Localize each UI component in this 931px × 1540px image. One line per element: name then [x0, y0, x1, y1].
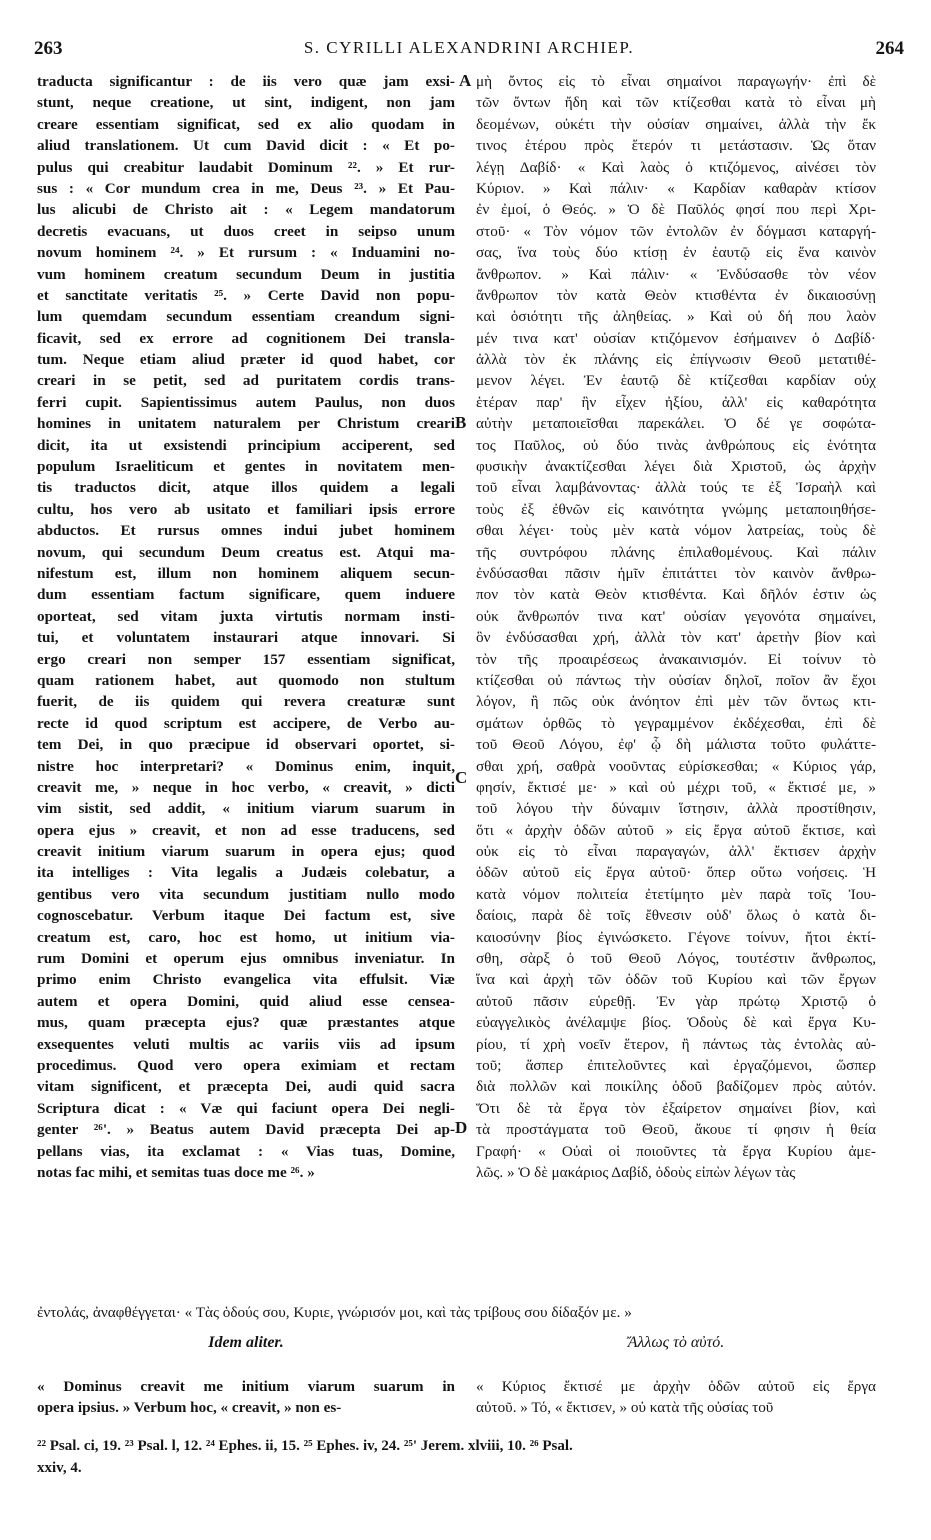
- latin-text-line: dum essentiam factum significare, quem induere: [37, 586, 455, 604]
- greek-text-line: μὴ ὄντος εἰς τὸ εἶναι σημαίνοι παραγωγήν· ἐπὶ δὲ: [476, 73, 876, 90]
- page-header: [34, 38, 904, 64]
- latin-text-line: pulus qui creabitur laudabit Dominum ²². » Et rur-: [37, 158, 455, 176]
- latin-text-line: novum hominem ²⁴. » Et rursum : « Induamini no-: [37, 244, 455, 262]
- latin-text-line: dicit, ita ut exsistendi principium acciperent, sed: [37, 436, 455, 454]
- latin-text-line: fuerit, de iis quidem qui revera creaturæ sunt: [37, 693, 455, 711]
- greek-text-line: τὰ προστάγματα τοῦ Θεοῦ, ἄκουε τί φησιν ἡ θεία: [476, 1121, 876, 1139]
- greek-text-line: στοῦ· « Τὸν νόμον τῶν ἐντολῶν ἐν δόγμασι καταργή-: [476, 222, 876, 240]
- latin-text-line: nifestum est, illum non hominem aliquem secun-: [37, 564, 455, 582]
- greek-text-line: λόγον, ἢ πῶς οὐκ ἀνόητον ἐπὶ μὲν τῶν ὄντως κτι-: [476, 693, 876, 711]
- latin-text-line: tui, et voluntatem instaurari atque innovari. Si: [37, 629, 455, 647]
- latin-column: [37, 71, 455, 1183]
- latin-text-line: vitam significent, et præcepta Dei, audi quid sacra: [37, 1078, 455, 1096]
- greek-text-line: ἄνθρωπον τὸν κατὰ Θεὸν κτισθέντα ἐν δικαιοσύνῃ: [476, 286, 876, 304]
- latin-text-line: novum, qui secundum Deum creatus est. Atqui ma-: [37, 543, 455, 561]
- greek-text-line: λέγῃ Δαβίδ· « Καὶ λαὸς ὁ κτιζόμενος, αἰνέσει τὸν: [476, 158, 876, 176]
- greek-text-line: ἑτέραν παρ' ἣν εἶχεν ἠξίου, ἀλλ' εἰς καθαρότητα: [476, 393, 876, 411]
- latin-text-line: ita intelliges : Vita legalis a Judæis colebatur, a: [37, 864, 455, 882]
- latin-text-line: tem Dei, in quo præcipue id observari oportet, si-: [37, 736, 455, 754]
- latin-text-line: exsequentes veluti multis ac variis viis ad ipsum: [37, 1035, 455, 1053]
- greek-column: [476, 71, 876, 1183]
- greek-text-line: σθαι λέγει· τοὺς μὲν κατὰ νόμον λατρείας, τοὺς δὲ: [476, 522, 876, 540]
- greek-text-line: μέν τινα κατ' οὐσίαν κτιζόμενον ἐσήμαινεν ὁ Δαβίδ·: [476, 329, 876, 347]
- latin-text-line: decretis evacuans, ut duos creet in seipso unum: [37, 222, 455, 240]
- greek-text-line: ἐν ἐμοί, ὁ Θεός. » Ὁ δὲ Παῦλός φησί που περὶ Χρι-: [476, 201, 876, 219]
- latin-text-line: nistre hoc interpretari? « Dominus enim, inquit,: [37, 757, 455, 775]
- greek-text-line: δεομένων, οὐκέτι τὴν οὐσίαν σημαίνει, ἀλλὰ τὴν ἔκ: [476, 115, 876, 133]
- greek-text-line: τὸν τῆς προαιρέσεως ἀνακαινισμόν. Εἰ τοίνυν τὸ: [476, 650, 876, 668]
- latin-text-line: aliud translationem. Ut cum David dicit : « Et po-: [37, 137, 455, 155]
- greek-text-line: αὐτοῦ. » Τό, « ἔκτισεν, » οὐ κατὰ τῆς οὐσίας τοῦ: [476, 1399, 774, 1417]
- greek-text-line: φησίν, ἔκτισέ με· » καὶ οὐ μέχρι τοῦ, « ἔκτισέ με, »: [476, 778, 876, 796]
- greek-text-line: εὐαγγελικὸς ἀνέλαμψε βίος. Ὁδοὺς δὲ καὶ ἔργα Κυ-: [476, 1014, 876, 1032]
- latin-text-line: primo enim Christo evangelica vita effulsit. Viæ: [37, 971, 455, 989]
- greek-text-line: ἀλλὰ τὸν ἐκ πλάνης εἰς ἐπίγνωσιν Θεοῦ μετατιθέ-: [476, 351, 876, 369]
- greek-text-line: σας, ἵνα τοὺς δύο κτίσῃ ἐν ἑαυτῷ εἰς ἕνα καινὸν: [476, 244, 876, 262]
- greek-text-line: μενον λέγει. Ἐν ἑαυτῷ δὲ κτίζεσθαι καρδίαν οὐχ: [476, 372, 876, 390]
- latin-continuation: [37, 1376, 455, 1419]
- latin-text-line: creare essentiam significat, sed ex alio quodam in: [37, 115, 455, 133]
- greek-text-line: ὃν ἐνδύσασθαι χρή, ἀλλὰ τὸν κατ' ἀρετὴν βίον καὶ: [476, 629, 876, 647]
- greek-text-line: καὶ ὁσιότητι τῆς ἀληθείας. » Καὶ οὐ δή που λαὸν: [476, 308, 876, 326]
- latin-text-line: cognoscebatur. Verbum itaque Dei factum est, sive: [37, 907, 455, 925]
- greek-text-line: σμάτων ὀρθῶς τὸ γεγραμμένον ἐκδέχεσθαι, ἐπὶ δὲ: [476, 714, 876, 732]
- greek-text-line: φυσικὴν ἀνακτίζεσθαι λέγει διὰ Χριστοῦ, ὡς ἀρχὴν: [476, 458, 876, 476]
- greek-text-line: ρίου, τί χρὴ νοεῖν ἕτερον, ἢ πάντως τὰς ἐντολὰς αὐ-: [476, 1035, 876, 1053]
- latin-text-line: creatum est, caro, hoc est homo, ut initium via-: [37, 928, 455, 946]
- footnotes-line-2: xxiv, 4.: [37, 1460, 82, 1476]
- latin-text-line: opera ipsius. » Verbum hoc, « creavit, » non es-: [37, 1399, 342, 1417]
- greek-text-line: τοῦ; ἅσπερ ἐπιτελοῦντες καὶ ἐργαζόμενοι, ὥσπερ: [476, 1056, 876, 1074]
- latin-text-line: rum Domini et operum ejus omnibus inveniatur. In: [37, 950, 455, 968]
- greek-text-line: Κύριον. » Καὶ πάλιν· « Καρδίαν καθαρὰν κτίσον: [476, 179, 876, 197]
- latin-text-line: « Dominus creavit me initium viarum suarum in: [37, 1378, 455, 1395]
- margin-letter-d: D: [455, 1118, 468, 1137]
- greek-text-line: τῆς συντρόφου πλάνης ἐπιλαθομένους. Καὶ πάλιν: [476, 543, 876, 561]
- page-number-right: 264: [875, 38, 904, 59]
- latin-text-line: abductos. Et rursus omnes indui jubet hominem: [37, 522, 455, 540]
- greek-text-line: ἄνθρωπον. » Καὶ πάλιν· « Ἐνδύσασθε τὸν νέον: [476, 265, 876, 283]
- running-title: S. CYRILLI ALEXANDRINI ARCHIEP.: [303, 38, 635, 57]
- greek-text-line: κατὰ νόμον πολιτεία ἐτετίμητο μὲν παρὰ τοῖς Ἰου-: [476, 885, 876, 903]
- greek-text-line: αὐτοῦ πᾶσιν εὑρεθῇ. Ἐν γὰρ πρώτῳ Χριστῷ ὁ: [476, 992, 876, 1010]
- latin-text-line: gentibus vero vita secundum justitiam nullo modo: [37, 885, 455, 903]
- greek-text-line: πον τὸν κατὰ Θεὸν κτισθέντα. Καὶ δῆλόν ἐστιν ὡς: [476, 586, 876, 604]
- latin-text-line: mus, quam præcepta ejus? quæ præstantes atque: [37, 1014, 455, 1032]
- greek-text-line: τοῦ λόγου τὴν δύναμιν ἵστησιν, ἀλλὰ προστίθησιν,: [476, 800, 876, 818]
- greek-text-line: « Κύριος ἔκτισέ με ἀρχὴν ὁδῶν αὐτοῦ εἰς ἔργα: [476, 1378, 876, 1395]
- latin-text-line: vum hominem creatum secundum Deum in justitia: [37, 265, 455, 283]
- greek-text-line: σθη, σὰρξ ὁ τοῦ Θεοῦ Λόγος, τουτέστιν ἄνθρωπος,: [476, 950, 876, 968]
- latin-text-line: populum Israeliticum et gentes in novitatem men-: [37, 458, 455, 476]
- latin-text-line: Scriptura dicat : « Væ qui faciunt opera Dei negli-: [37, 1099, 455, 1117]
- latin-text-line: opera ejus » creavit, et non ad esse traducens, sed: [37, 821, 455, 839]
- greek-continuation: [476, 1376, 876, 1419]
- latin-text-line: creari in se petit, sed ad puritatem cordis trans-: [37, 372, 455, 390]
- latin-text-line: ergo creari non semper 157 essentiam significat,: [37, 650, 455, 668]
- spanning-greek-line: ἐντολάς, ἀναφθέγγεται· « Τὰς ὁδούς σου, Κυριε, γνώρισόν μοι, καὶ τὰς τρίβους σου δίδαξόν με. »: [37, 1304, 632, 1321]
- latin-text-line: oporteat, sed vitam juxta virtutis normam insti-: [37, 607, 455, 625]
- latin-text-line: homines in unitatem naturalem per Christum creari: [37, 415, 455, 433]
- latin-text-line: tum. Neque etiam aliud præter id quod habet, cor: [37, 351, 455, 369]
- latin-text-line: ferri cupit. Sapientissimus autem Paulus, non duos: [37, 393, 455, 411]
- latin-text-line: procedimus. Quod vero opera eximiam et rectam: [37, 1056, 455, 1074]
- latin-text-line: lum quemdam secundum essentiam creandum signi-: [37, 308, 455, 326]
- greek-text-line: οὐκ εἰς τὸ εἶναι παραγαγών, ἀλλ' ἔκτισεν ἀρχὴν: [476, 843, 876, 861]
- greek-text-line: ὁδῶν αὐτοῦ εἰς ἔργα αὐτοῦ· ὅπερ οὕτω νοήσεις. Ἡ: [476, 864, 876, 882]
- latin-text-line: vim sistit, sed addit, « initium viarum suarum in: [37, 800, 455, 818]
- latin-text-line: cultu, hos vero ab usitato et familiari ipsis errore: [37, 500, 455, 518]
- greek-text-line: τῶν ὄντων ἤδη καὶ τῶν κτίζεσθαι κατὰ τὸ εἶναι μὴ: [476, 94, 876, 112]
- margin-letter-b: B: [455, 413, 467, 432]
- latin-text-line: creavit initium viarum suarum in opera ejus; quod: [37, 843, 455, 861]
- greek-text-line: τος Παῦλος, οὐ δύο τινὰς ἀνθρώπους εἰς ἑνότητα: [476, 436, 876, 454]
- latin-text-line: pellans vias, ita exclamat : « Vias tuas, Domine,: [37, 1142, 455, 1160]
- latin-text-line: quam rationem habet, aut quomodo non stultum: [37, 671, 455, 689]
- greek-text-line: διὰ πολλῶν καὶ ποικίλης ὁδοῦ βαδίζομεν πρὸς αὐτόν.: [476, 1078, 876, 1096]
- latin-text-line: traducta significantur : de iis vero quæ jam exsi-: [37, 73, 455, 90]
- greek-text-line: τοῦ εἶναι λαμβάνοντας· ἀλλὰ τούς τε ἐξ Ἰσραὴλ καὶ: [476, 479, 876, 497]
- latin-text-line: ficavit, sed ex errore ad cognitionem Dei transla-: [37, 329, 455, 347]
- greek-section-heading: Ἄλλως τὸ αὐτό.: [627, 1334, 725, 1351]
- latin-text-line: autem et opera Domini, quid aliud esse censea-: [37, 992, 455, 1010]
- latin-section-heading: Idem aliter.: [208, 1334, 284, 1351]
- footnotes-line-1: ²² Psal. ci, 19. ²³ Psal. l, 12. ²⁴ Ephes. ii, 15. ²⁵ Ephes. iv, 24. ²⁵' Jerem. xlviii, 10. ²⁶ Psal.: [37, 1438, 573, 1454]
- greek-text-line: δαίοις, παρὰ δὲ τοῖς ἔθνεσιν οὐδ' ὅλως ὁ κατὰ δι-: [476, 907, 876, 925]
- greek-text-line: ἵνα καὶ ἀρχὴ τῶν ὁδῶν τοῦ Κυρίου καὶ τῶν ἔργων: [476, 971, 876, 989]
- latin-text-line: notas fac mihi, et semitas tuas doce me ²⁶. »: [37, 1163, 315, 1181]
- greek-text-line: τοὺς ἐξ ἐθνῶν εἰς καινότητα γνώμης μεταποιηθήσε-: [476, 500, 876, 518]
- latin-text-line: et sanctitate veritatis ²⁵. » Certe David non popu-: [37, 286, 455, 304]
- margin-letter-c: C: [455, 768, 468, 787]
- latin-text-line: sus : « Cor mundum crea in me, Deus ²³. » Et Pau-: [37, 179, 455, 197]
- latin-text-line: tis traductos dicit, atque illos quidem a legali: [37, 479, 455, 497]
- greek-text-line: σθαι χρή, σαθρὰ νοοῦντας εὑρίσκεσθαι; « Κύριος γάρ,: [476, 757, 876, 775]
- greek-text-line: αὐτὴν μεταποιεῖσθαι παρεκάλει. Ὁ δέ γε σοφώτα-: [476, 415, 876, 433]
- latin-text-line: recte id quod scriptum est accipere, de Verbo au-: [37, 714, 455, 732]
- greek-text-line: καιοσύνην βίος ἐγινώσκετο. Γέγονε τοίνυν, ἤτοι ἐκτί-: [476, 928, 876, 946]
- greek-text-line: κτίζεσθαι οὐ πάντως τὴν οὐσίαν δηλοῖ, ποῖον ἂν ἔχοι: [476, 671, 876, 689]
- latin-text-line: stunt, neque creatione, ut sint, indigent, non jam: [37, 94, 455, 112]
- greek-text-line: ἐνδύσασθαι πᾶσιν ἡμῖν ἐπιτάττει τὸν καινὸν ἄνθρω-: [476, 564, 876, 582]
- page-number-left: 263: [34, 38, 63, 59]
- latin-text-line: creavit me, » neque in hoc verbo, « creavit, » dicti: [37, 778, 455, 796]
- latin-text-line: lus alicubi de Christo ait : « Legem mandatorum: [37, 201, 455, 219]
- greek-text-line: τοῦ Θεοῦ Λόγου, ἐφ' ᾧ δὴ μάλιστα τοῦτο φυλάττε-: [476, 736, 876, 754]
- greek-text-line: λῶς. » Ὁ δὲ μακάριος Δαβίδ, ὁδοὺς εἰπὼν λέγων τὰς: [476, 1163, 796, 1181]
- greek-text-line: Γραφή· « Οὐαὶ οἱ ποιοῦντες τὰ ἔργα Κυρίου ἀμε-: [476, 1142, 876, 1160]
- latin-text-line: genter ²⁶'. » Beatus autem David præcepta Dei ap-: [37, 1121, 455, 1139]
- greek-text-line: τινος ἑτέρου πρὸς ἕτερόν τι μετάστασιν. Ὡς ὅταν: [476, 137, 876, 155]
- greek-text-line: οὐκ ἄνθρωπόν τινα κατ' οὐσίαν γεγονότα σημαίνει,: [476, 607, 876, 625]
- greek-text-line: ὅτι « ἀρχὴν ὁδῶν αὐτοῦ » εἰς ἔργα αὐτοῦ ἔκτισε, καὶ: [476, 821, 876, 839]
- margin-letter-a: A: [459, 71, 472, 90]
- greek-text-line: Ὅτι δὲ τὰ ἔργα τὸν ἐξαίρετον σημαίνει βίον, καὶ: [476, 1099, 876, 1117]
